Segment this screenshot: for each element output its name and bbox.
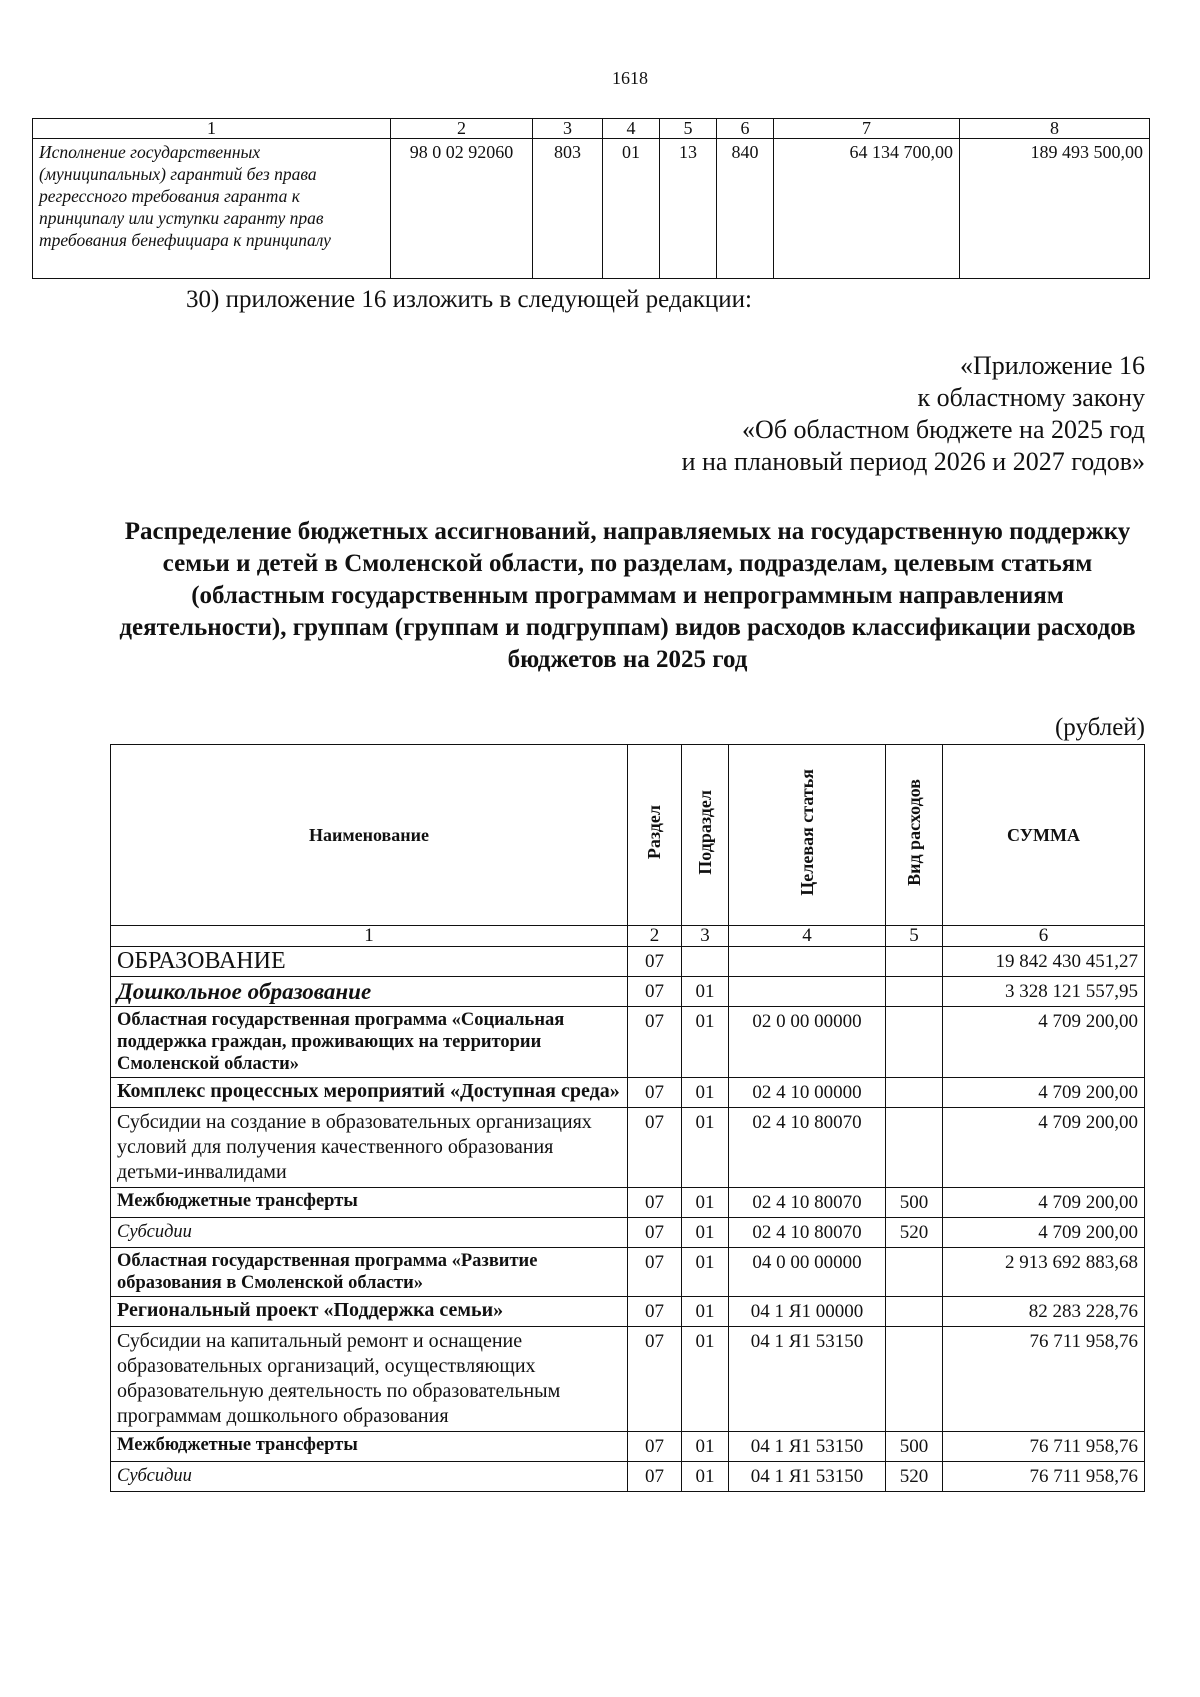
row-sum: 76 711 958,76 <box>943 1327 1145 1432</box>
row-name: Областная государственная программа «Социальная поддержка граждан, проживающих на территории Смоленской области» <box>111 1007 628 1078</box>
row-name: Субсидии на создание в образовательных организациях условий для получения качественного образования детьми-инвалидами <box>111 1108 628 1188</box>
table-row <box>111 1078 1145 1108</box>
appendix-line: «Об областном бюджете на 2025 год <box>742 415 1145 444</box>
col-number: 6 <box>943 926 1145 947</box>
row-subsection: 01 <box>682 1248 729 1297</box>
row-type <box>886 1327 943 1432</box>
row-type: 520 <box>886 1218 943 1248</box>
row-subsection: 01 <box>682 1188 729 1218</box>
continuation-header-row <box>33 119 1150 139</box>
row-name: Региональный проект «Поддержка семьи» <box>111 1297 628 1327</box>
row-section: 07 <box>628 1007 682 1078</box>
appendix-reference <box>682 350 1145 478</box>
col-header: 4 <box>603 119 660 139</box>
row-section: 07 <box>628 977 682 1007</box>
cell: 189 493 500,00 <box>960 139 1150 279</box>
row-type <box>886 1297 943 1327</box>
page-number: 1618 <box>612 68 648 88</box>
appendix-line: «Приложение 16 <box>959 351 1145 380</box>
row-sum: 82 283 228,76 <box>943 1297 1145 1327</box>
col-header: 1 <box>33 119 391 139</box>
row-sum: 4 709 200,00 <box>943 1188 1145 1218</box>
appendix-line: и на плановый период 2026 и 2027 годов» <box>681 447 1145 476</box>
col-header: 6 <box>717 119 774 139</box>
table-row <box>33 139 1150 279</box>
row-target: 02 4 10 80070 <box>729 1218 886 1248</box>
row-name: Межбюджетные трансферты <box>111 1188 628 1218</box>
row-type <box>886 1078 943 1108</box>
row-target <box>729 947 886 977</box>
row-target: 02 4 10 00000 <box>729 1078 886 1108</box>
row-sum: 3 328 121 557,95 <box>943 977 1145 1007</box>
col-number: 4 <box>729 926 886 947</box>
row-section: 07 <box>628 947 682 977</box>
header-target: Целевая статья <box>729 745 886 926</box>
row-name: Межбюджетные трансферты <box>111 1432 628 1462</box>
table-row <box>111 977 1145 1007</box>
row-type <box>886 977 943 1007</box>
row-subsection: 01 <box>682 1327 729 1432</box>
row-section: 07 <box>628 1432 682 1462</box>
table-row <box>111 1108 1145 1188</box>
row-target: 02 4 10 80070 <box>729 1188 886 1218</box>
header-sum: СУММА <box>943 745 1145 926</box>
row-name: Комплекс процессных мероприятий «Доступная среда» <box>111 1078 628 1108</box>
row-name: Субсидии <box>111 1462 628 1492</box>
cell: 803 <box>533 139 603 279</box>
row-subsection: 01 <box>682 1108 729 1188</box>
table-row <box>111 947 1145 977</box>
col-header: 3 <box>533 119 603 139</box>
table-row <box>111 1188 1145 1218</box>
row-section: 07 <box>628 1462 682 1492</box>
col-header: 7 <box>774 119 960 139</box>
row-subsection: 01 <box>682 1007 729 1078</box>
row-target <box>729 977 886 1007</box>
row-type: 500 <box>886 1188 943 1218</box>
amendment-item: 30) приложение 16 изложить в следующей редакции: <box>186 286 752 313</box>
col-header: 5 <box>660 119 717 139</box>
table-row <box>111 1462 1145 1492</box>
row-sum: 2 913 692 883,68 <box>943 1248 1145 1297</box>
row-section: 07 <box>628 1218 682 1248</box>
row-type <box>886 947 943 977</box>
row-target: 04 1 Я1 53150 <box>729 1462 886 1492</box>
table-header-row <box>111 745 1145 926</box>
appendix-line: к областному закону <box>917 383 1145 412</box>
row-sum: 19 842 430 451,27 <box>943 947 1145 977</box>
row-name: Субсидии <box>111 1218 628 1248</box>
row-sum: 4 709 200,00 <box>943 1007 1145 1078</box>
row-target: 04 1 Я1 53150 <box>729 1432 886 1462</box>
units-label: (рублей) <box>1054 714 1145 741</box>
header-section: Раздел <box>628 745 682 926</box>
row-type: 520 <box>886 1462 943 1492</box>
row-subsection: 01 <box>682 1297 729 1327</box>
row-section: 07 <box>628 1248 682 1297</box>
cell: 840 <box>717 139 774 279</box>
table-row <box>111 1297 1145 1327</box>
col-header: 2 <box>391 119 533 139</box>
cell: 64 134 700,00 <box>774 139 960 279</box>
row-type <box>886 1108 943 1188</box>
row-target: 02 4 10 80070 <box>729 1108 886 1188</box>
header-expense-type: Вид расходов <box>886 745 943 926</box>
continuation-table <box>32 118 1150 279</box>
col-number: 3 <box>682 926 729 947</box>
row-section: 07 <box>628 1297 682 1327</box>
row-subsection: 01 <box>682 1432 729 1462</box>
col-number: 1 <box>111 926 628 947</box>
table-row <box>111 1432 1145 1462</box>
row-type <box>886 1007 943 1078</box>
col-header: 8 <box>960 119 1150 139</box>
budget-table <box>110 744 1145 1492</box>
row-section: 07 <box>628 1327 682 1432</box>
row-type <box>886 1248 943 1297</box>
row-target: 04 0 00 00000 <box>729 1248 886 1297</box>
header-subsection: Подраздел <box>682 745 729 926</box>
row-subsection: 01 <box>682 977 729 1007</box>
row-sum: 4 709 200,00 <box>943 1078 1145 1108</box>
row-name: Субсидии на капитальный ремонт и оснащение образовательных организаций, осуществляющих образовательную деятельность по образовательным программам дошкольного образования <box>111 1327 628 1432</box>
row-sum: 76 711 958,76 <box>943 1432 1145 1462</box>
row-subsection: 01 <box>682 1462 729 1492</box>
row-subsection: 01 <box>682 1078 729 1108</box>
col-number: 2 <box>628 926 682 947</box>
row-subsection <box>682 947 729 977</box>
row-section: 07 <box>628 1078 682 1108</box>
table-row <box>111 1007 1145 1078</box>
table-row <box>111 1218 1145 1248</box>
row-sum: 76 711 958,76 <box>943 1462 1145 1492</box>
row-subsection: 01 <box>682 1218 729 1248</box>
cell: 01 <box>603 139 660 279</box>
row-name: Исполнение государственных (муниципальных) гарантий без права регрессного требования гаранта к принципалу или уступки гаранту прав требования бенефициара к принципалу <box>33 139 391 279</box>
row-type: 500 <box>886 1432 943 1462</box>
row-target: 04 1 Я1 00000 <box>729 1297 886 1327</box>
cell: 98 0 02 92060 <box>391 139 533 279</box>
row-section: 07 <box>628 1188 682 1218</box>
column-number-row <box>111 926 1145 947</box>
table-row <box>111 1327 1145 1432</box>
row-sum: 4 709 200,00 <box>943 1218 1145 1248</box>
row-target: 02 0 00 00000 <box>729 1007 886 1078</box>
row-sum: 4 709 200,00 <box>943 1108 1145 1188</box>
row-name: Областная государственная программа «Развитие образования в Смоленской области» <box>111 1248 628 1297</box>
row-name: Дошкольное образование <box>111 977 628 1007</box>
col-number: 5 <box>886 926 943 947</box>
document-title: Распределение бюджетных ассигнований, направляемых на государственную поддержку семьи и детей в Смоленской области, по разделам, подразделам, целевым статьям (областным государственным программам и непрограммным направлениям деятельности), группам (группам и подгруппам) видов расходов классификации расходов бюджетов на 2025 год <box>119 518 1136 673</box>
row-section: 07 <box>628 1108 682 1188</box>
row-target: 04 1 Я1 53150 <box>729 1327 886 1432</box>
header-name: Наименование <box>111 745 628 926</box>
row-name: ОБРАЗОВАНИЕ <box>111 947 628 977</box>
cell: 13 <box>660 139 717 279</box>
table-row <box>111 1248 1145 1297</box>
